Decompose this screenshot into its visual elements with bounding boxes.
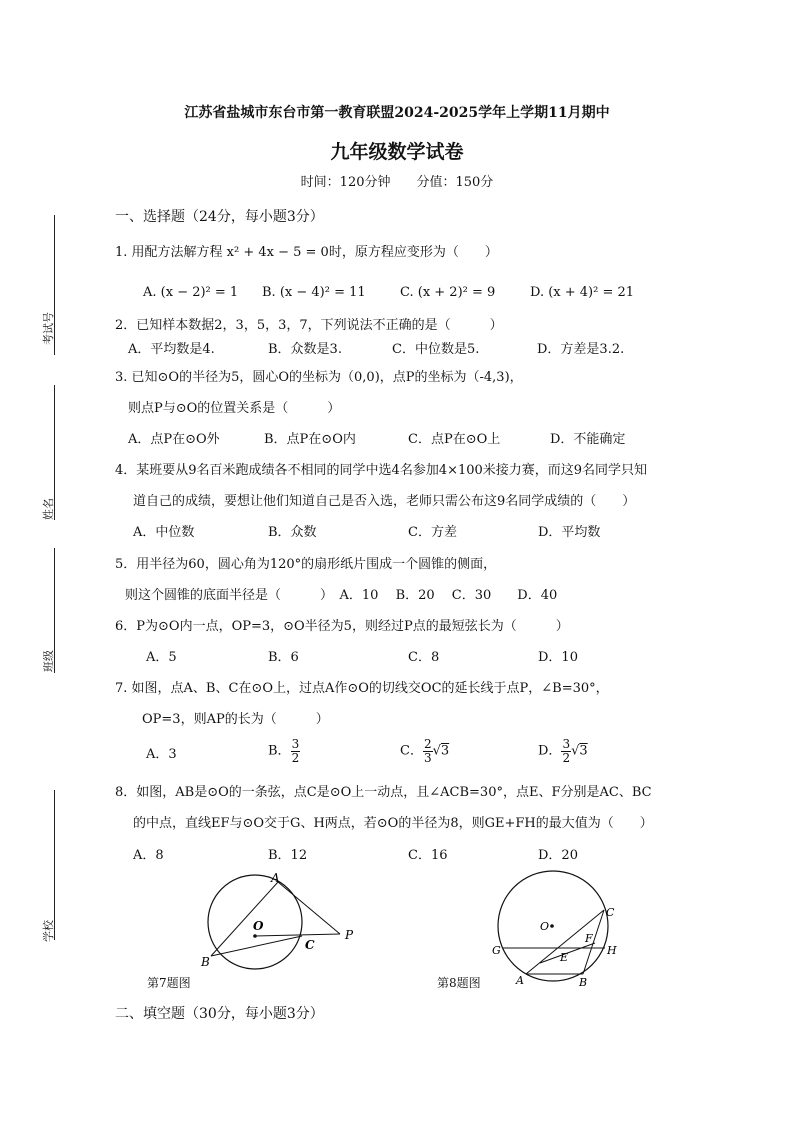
q7-option-b xyxy=(268,738,300,765)
q4-option-d: D．平均数 xyxy=(538,525,601,540)
q1-option-a: A. (x − 2)² = 1 xyxy=(143,285,239,300)
q5-stem-1: 5．用半径为60，圆心角为120°的扇形纸片围成一个圆锥的侧面， xyxy=(115,557,497,572)
q7-option-d-denominator: 2 xyxy=(562,751,571,765)
q2-option-d: D．方差是3.2. xyxy=(537,342,625,357)
side-label-exam-no: 考试号 xyxy=(42,312,55,345)
fig7-label-a: A xyxy=(271,872,280,885)
fig8-label-g: G xyxy=(492,944,501,957)
q4-option-a: A．中位数 xyxy=(133,525,195,540)
q3-stem-1: 3. 已知⊙O的半径为5，圆心O的坐标为（0,0)，点P的坐标为（-4,3)， xyxy=(115,370,523,385)
q4-option-b: B．众数 xyxy=(268,525,317,540)
q8-option-a: A．8 xyxy=(133,848,164,863)
q4-option-c: C．方差 xyxy=(408,525,457,540)
figure-7-diagram xyxy=(195,872,415,972)
fig7-label-p: P xyxy=(345,928,354,942)
figure-7-caption: 第7题图 xyxy=(147,976,191,990)
q7-stem-1: 7. 如图，点A、B、C在⊙O上，过点A作⊙O的切线交OC的延长线于点P，∠B=30°， xyxy=(115,681,609,696)
q2-option-a: A．平均数是4. xyxy=(128,342,215,357)
fig8-label-a: A xyxy=(516,974,524,987)
q2-option-b: B．众数是3. xyxy=(268,342,342,357)
fig8-label-f: F xyxy=(585,932,593,945)
q7-option-d-radicand: 3 xyxy=(579,743,588,759)
q4-stem-1: 4．某班要从9名百米跑成绩各不相同的同学中选4名参加4×100米接力赛，而这9名同学只知 xyxy=(115,463,648,478)
q7-option-a: A．3 xyxy=(146,747,177,762)
fig7-segment-op xyxy=(255,934,340,936)
q1-stem: 1. 用配方法解方程 x² + 4x − 5 = 0时，原方程应变形为（ ） xyxy=(115,245,498,260)
exam-title-line-2: 九年级数学试卷 xyxy=(330,141,464,163)
q7-option-b-fraction xyxy=(291,738,301,765)
q3-option-a: A．点P在⊙O外 xyxy=(128,432,220,447)
q7-option-c-numerator: 2 xyxy=(423,737,432,751)
q7-option-c-denominator: 3 xyxy=(423,751,432,765)
q5-stem-2: 则这个圆锥的底面半径是（ ） A．10 B．20 C．30 D．40 xyxy=(125,588,558,603)
q8-stem-1: 8．如图，AB是⊙O的一条弦，点C是⊙O上一动点，且∠ACB=30°，点E、F分别是AC、BC xyxy=(115,785,652,800)
q7-option-c-radicand: 3 xyxy=(440,743,450,759)
q1-option-b: B. (x − 4)² = 11 xyxy=(262,285,366,300)
q8-option-c: C．16 xyxy=(408,848,448,863)
q2-stem: 2．已知样本数据2，3，5，3，7，下列说法不正确的是（ ） xyxy=(115,318,503,333)
q8-stem-2: 的中点，直线EF与⊙O交于G、H两点，若⊙O的半径为8，则GE+FH的最大值为（ ） xyxy=(133,816,653,831)
q7-option-c-label: C． xyxy=(400,743,423,759)
q1-option-d: D. (x + 4)² = 21 xyxy=(530,285,635,300)
fig7-label-c: C xyxy=(305,938,315,952)
side-label-name: 姓名 xyxy=(42,498,55,520)
q6-option-b: B．6 xyxy=(268,650,299,665)
q3-option-c: C．点P在⊙O上 xyxy=(408,432,501,447)
q7-option-d-sqrt-icon: √ xyxy=(571,743,580,759)
q1-option-c: C. (x + 2)² = 9 xyxy=(400,285,496,300)
section-2-title: 二、填空题（30分，每小题3分） xyxy=(115,1006,324,1022)
q7-option-d-fraction xyxy=(561,738,571,765)
fig7-segment-ap xyxy=(278,882,340,934)
fig7-label-b: B xyxy=(201,955,210,969)
q6-option-d: D．10 xyxy=(538,650,578,665)
q3-stem-2: 则点P与⊙O的位置关系是（ ） xyxy=(128,401,341,416)
figure-8-caption: 第8题图 xyxy=(437,976,481,990)
q7-option-b-label: B． xyxy=(268,743,291,759)
side-label-school: 学校 xyxy=(42,920,55,942)
fig8-label-b: B xyxy=(579,976,588,988)
q3-option-b: B．点P在⊙O内 xyxy=(264,432,356,447)
fig8-label-o: O xyxy=(540,920,550,933)
fig8-label-h: H xyxy=(607,944,617,957)
q7-option-c-fraction xyxy=(423,738,433,765)
section-1-title: 一、选择题（24分，每小题3分） xyxy=(115,209,324,225)
fig8-center-dot xyxy=(550,924,554,928)
q7-option-c xyxy=(400,738,449,765)
fig7-label-o: O xyxy=(253,919,264,933)
figure-8-diagram xyxy=(488,868,628,988)
fig7-segment-bc xyxy=(211,936,302,956)
q7-stem-2: OP=3，则AP的长为（ ） xyxy=(142,712,329,727)
side-label-class: 班级 xyxy=(42,650,55,672)
fig7-segment-ba xyxy=(211,882,278,956)
exam-meta: 时间：120分钟 分值：150分 xyxy=(300,175,494,190)
q7-option-d-label: D． xyxy=(538,743,562,759)
q7-option-c-sqrt-icon: √ xyxy=(432,743,441,759)
q6-option-a: A．5 xyxy=(146,650,177,665)
exam-title-line-1: 江苏省盐城市东台市第一教育联盟2024-2025学年上学期11月期中 xyxy=(184,105,610,121)
q7-option-d-numerator: 3 xyxy=(562,737,571,751)
fig8-label-e: E xyxy=(560,951,569,964)
binding-line-4 xyxy=(54,790,55,940)
q7-option-b-denominator: 2 xyxy=(291,751,300,765)
q8-option-b: B．12 xyxy=(268,848,308,863)
fig8-label-c: C xyxy=(606,906,615,919)
q3-option-d: D．不能确定 xyxy=(550,432,626,447)
q6-stem: 6．P为⊙O内一点，OP=3，⊙O半径为5，则经过P点的最短弦长为（ ） xyxy=(115,619,569,634)
q7-option-d xyxy=(538,738,588,765)
fig7-center-dot xyxy=(253,934,257,938)
q2-option-c: C．中位数是5. xyxy=(392,342,480,357)
q8-option-d: D．20 xyxy=(538,848,578,863)
q6-option-c: C．8 xyxy=(408,650,440,665)
q4-stem-2: 道自己的成绩，要想让他们知道自己是否入选，老师只需公布这9名同学成绩的（ ） xyxy=(133,494,636,509)
q7-option-b-numerator: 3 xyxy=(291,737,300,751)
